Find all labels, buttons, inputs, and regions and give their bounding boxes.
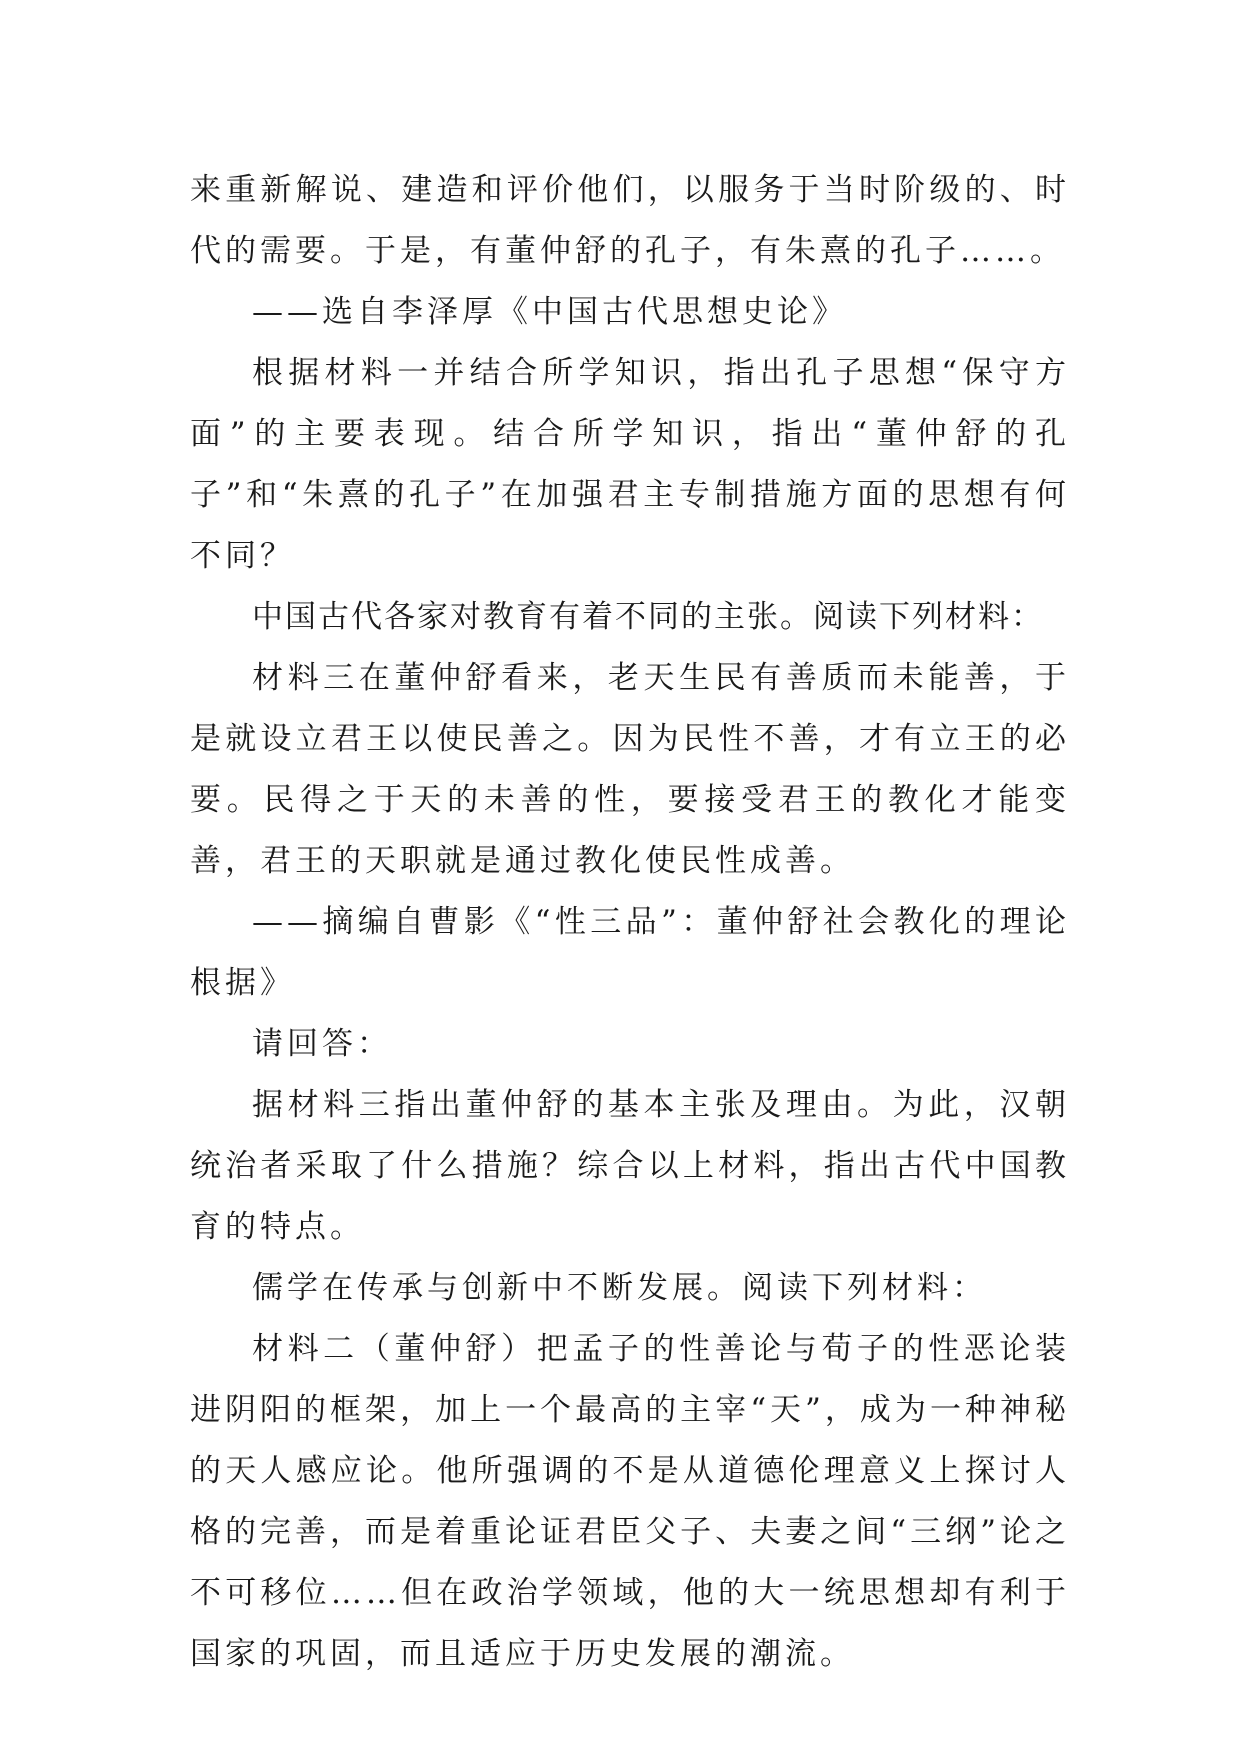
question-dong-zhongshu-education: 据材料三指出董仲舒的基本主张及理由。为此，汉朝统治者采取了什么措施？综合以上材料，指出古代中国教育的特点。 — [190, 1087, 1070, 1245]
citation-cao-ying: ——摘编自曹影《“性三品”：董仲舒社会教化的理论根据》 — [190, 904, 1070, 1001]
intro-education-views: 中国古代各家对教育有着不同的主张。阅读下列材料： — [252, 599, 1044, 635]
please-answer-label: 请回答： — [252, 1026, 392, 1062]
document-body — [190, 160, 1070, 1685]
intro-confucianism-development: 儒学在传承与创新中不断发展。阅读下列材料： — [252, 1270, 987, 1306]
paragraph-continuation: 来重新解说、建造和评价他们，以服务于当时阶级的、时代的需要。于是，有董仲舒的孔子，有朱熹的孔子……。 — [190, 172, 1070, 269]
question-confucius-conservative: 根据材料一并结合所学知识，指出孔子思想“保守方面”的主要表现。结合所学知识，指出“董仲舒的孔子”和“朱熹的孔子”在加强君主专制措施方面的思想有何不同？ — [190, 355, 1070, 574]
material-two: 材料二（董仲舒）把孟子的性善论与荀子的性恶论装进阴阳的框架，加上一个最高的主宰“天”，成为一种神秘的天人感应论。他所强调的不是从道德伦理意义上探讨人格的完善，而是着重论证君臣父子、夫妻之间“三纲”论之不可移位……但在政治学领域，他的大一统思想却有利于国家的巩固，而且适应于历史发展的潮流。 — [190, 1331, 1070, 1672]
citation-li-zehou: ——选自李泽厚《中国古代思想史论》 — [252, 294, 847, 330]
material-three: 材料三在董仲舒看来，老天生民有善质而未能善，于是就设立君王以使民善之。因为民性不善，才有立王的必要。民得之于天的未善的性，要接受君王的教化才能变善，君王的天职就是通过教化使民性成善。 — [190, 660, 1070, 879]
